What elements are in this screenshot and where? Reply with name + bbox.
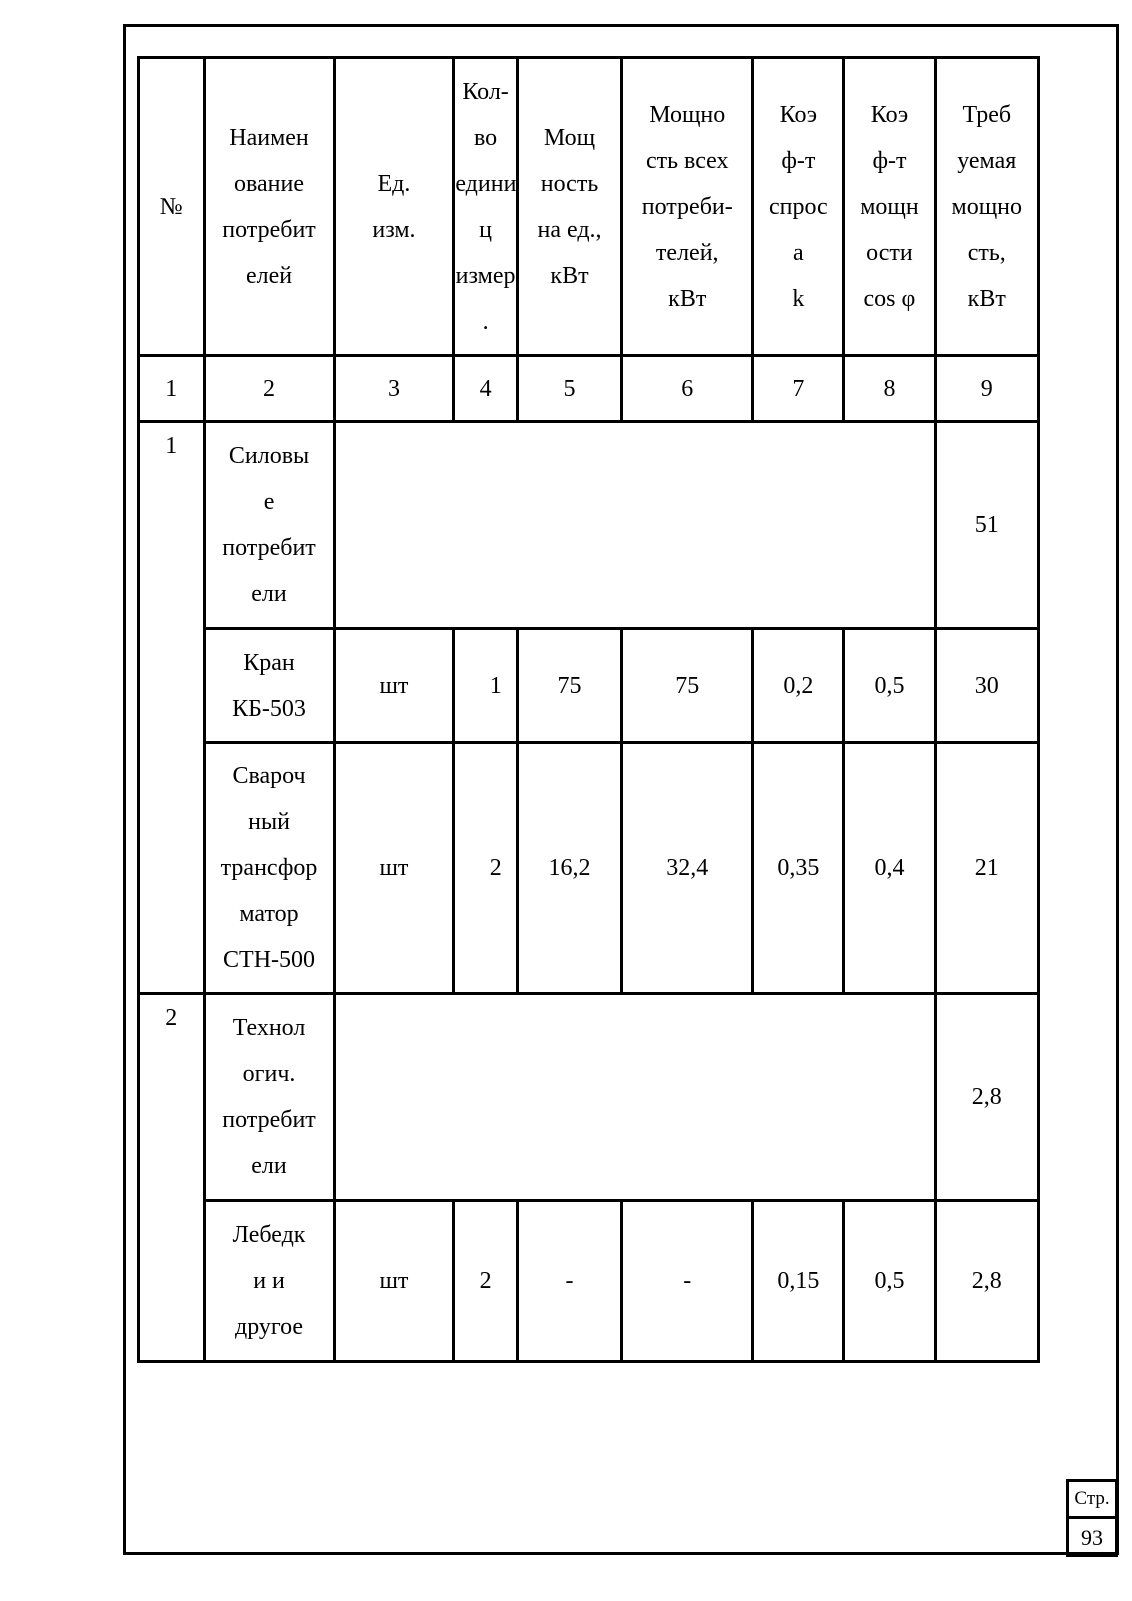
item-power-all: -	[622, 1201, 753, 1362]
group-empty-span	[334, 994, 935, 1201]
group-row	[139, 994, 1039, 1201]
header-required-power: Треб уемая мощно сть, кВт	[935, 58, 1038, 356]
item-unit: шт	[334, 743, 454, 994]
group-name: Технол огич. потребит ели	[204, 994, 334, 1201]
item-unit: шт	[334, 1201, 454, 1362]
page-number-stamp	[1066, 1479, 1118, 1557]
col-num: 1	[139, 356, 205, 422]
group-number: 2	[139, 994, 205, 1362]
col-num: 4	[454, 356, 517, 422]
header-quantity: Кол- во едини ц измер .	[454, 58, 517, 356]
group-row	[139, 422, 1039, 629]
header-row	[139, 58, 1039, 356]
item-required: 30	[935, 629, 1038, 743]
item-qty: 2	[454, 1201, 517, 1362]
header-power-factor: Коэ ф-т мощн ости cos φ	[844, 58, 935, 356]
item-name: Свароч ный трансфор матор СТН-500	[204, 743, 334, 994]
col-num: 3	[334, 356, 454, 422]
group-name: Силовы е потребит ели	[204, 422, 334, 629]
header-number: №	[139, 58, 205, 356]
item-demand-coef: 0,2	[753, 629, 844, 743]
header-unit: Ед. изм.	[334, 58, 454, 356]
item-power-all: 32,4	[622, 743, 753, 994]
page-label: Стр.	[1069, 1482, 1115, 1519]
item-power-unit: 75	[517, 629, 621, 743]
item-name: Лебедк и и другое	[204, 1201, 334, 1362]
item-power-factor: 0,5	[844, 629, 935, 743]
column-number-row	[139, 356, 1039, 422]
item-power-unit: -	[517, 1201, 621, 1362]
table-row	[139, 1201, 1039, 1362]
col-num: 9	[935, 356, 1038, 422]
item-name: Кран КБ-503	[204, 629, 334, 743]
group-total: 51	[935, 422, 1038, 629]
table-row	[139, 629, 1039, 743]
power-consumers-table	[137, 56, 1040, 1363]
group-total: 2,8	[935, 994, 1038, 1201]
col-num: 2	[204, 356, 334, 422]
header-demand-coef: Коэ ф-т спрос а k	[753, 58, 844, 356]
col-num: 6	[622, 356, 753, 422]
header-power-unit: Мощ ность на ед., кВт	[517, 58, 621, 356]
item-unit: шт	[334, 629, 454, 743]
item-qty: 2	[454, 743, 517, 994]
item-demand-coef: 0,35	[753, 743, 844, 994]
item-power-all: 75	[622, 629, 753, 743]
item-demand-coef: 0,15	[753, 1201, 844, 1362]
page-number: 93	[1081, 1525, 1103, 1550]
col-num: 8	[844, 356, 935, 422]
item-power-factor: 0,5	[844, 1201, 935, 1362]
header-power-all: Мощно сть всех потреби- телей, кВт	[622, 58, 753, 356]
col-num: 5	[517, 356, 621, 422]
item-qty: 1	[454, 629, 517, 743]
group-empty-span	[334, 422, 935, 629]
col-num: 7	[753, 356, 844, 422]
item-required: 21	[935, 743, 1038, 994]
header-name: Наимен ование потребит елей	[204, 58, 334, 356]
group-number: 1	[139, 422, 205, 994]
item-power-unit: 16,2	[517, 743, 621, 994]
item-power-factor: 0,4	[844, 743, 935, 994]
item-required: 2,8	[935, 1201, 1038, 1362]
table-row	[139, 743, 1039, 994]
